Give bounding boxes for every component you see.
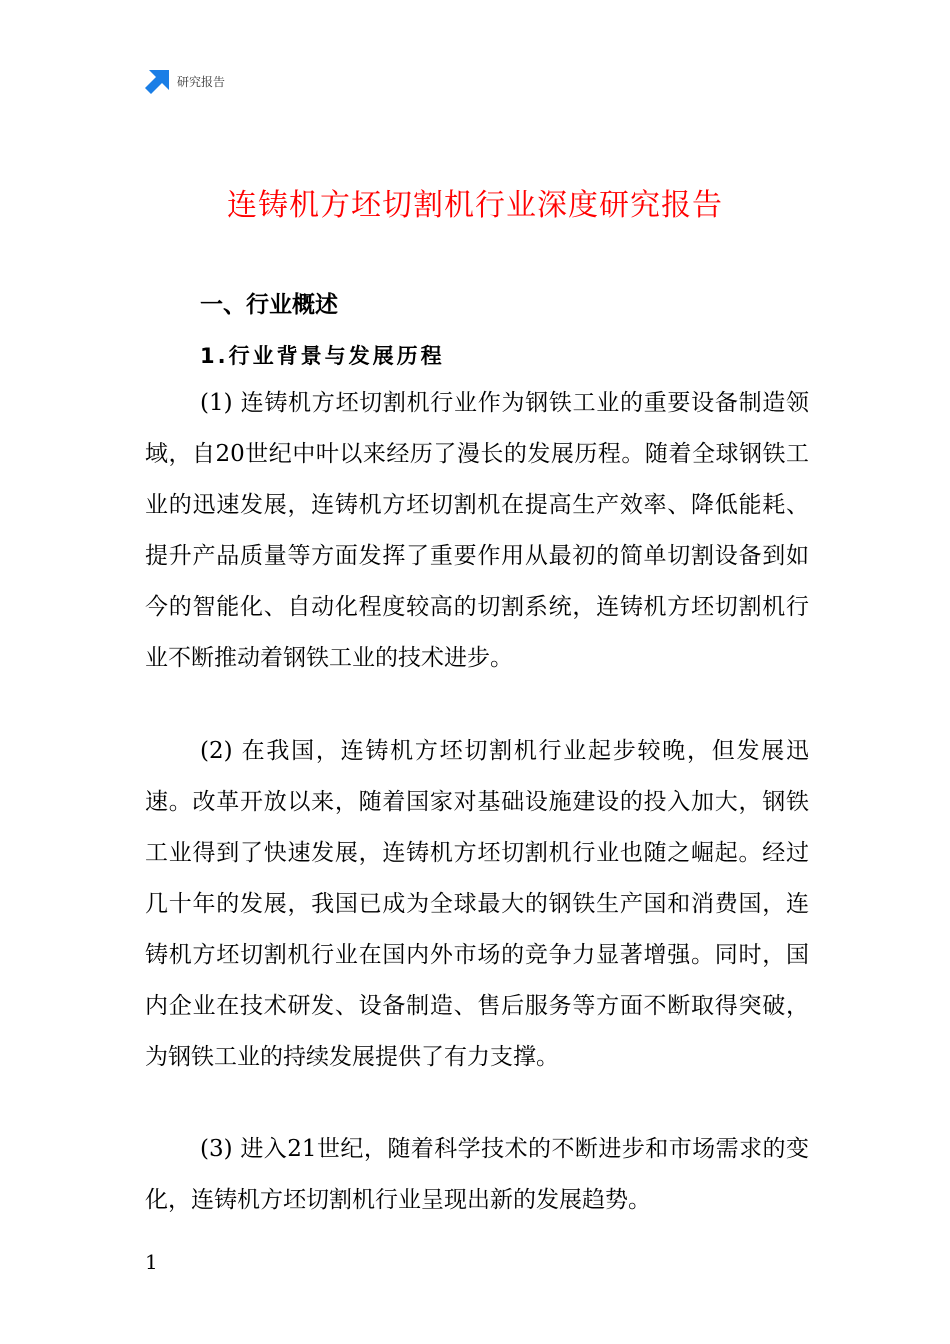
paragraph-3: (3) 进入21世纪，随着科学技术的不断进步和市场需求的变化，连铸机方坯切割机行业呈现出新的发展趋势。: [145, 1136, 809, 1213]
document-header: [145, 68, 225, 94]
paragraph-1: (1) 连铸机方坯切割机行业作为钢铁工业的重要设备制造领域，自20世纪中叶以来经历了漫长的发展历程。随着全球钢铁工业的迅速发展，连铸机方坯切割机在提高生产效率、降低能耗、提升产品质量等方面发挥了重要作用从最初的简单切割设备到如今的智能化、自动化程度较高的切割系统，连铸机方坯切割机行业不断推动着钢铁工业的技术进步。: [145, 390, 809, 671]
document-title: 连铸机方坯切割机行业深度研究报告: [227, 188, 723, 223]
paragraph-2: (2) 在我国，连铸机方坯切割机行业起步较晚，但发展迅速。改革开放以来，随着国家对基础设施建设的投入加大，钢铁工业得到了快速发展，连铸机方坯切割机行业也随之崛起。经过几十年的发展，我国已成为全球最大的钢铁生产国和消费国，连铸机方坯切割机行业在国内外市场的竞争力显著增强。同时，国内企业在技术研发、设备制造、售后服务等方面不断取得突破，为钢铁工业的持续发展提供了有力支撑。: [145, 738, 809, 1070]
arrow-up-right-icon: [145, 68, 171, 94]
page-number: 1: [145, 1250, 158, 1274]
header-label: 研究报告: [177, 74, 226, 89]
sub-heading: 1.行业背景与发展历程: [200, 344, 445, 368]
section-heading: 一、行业概述: [200, 292, 338, 318]
